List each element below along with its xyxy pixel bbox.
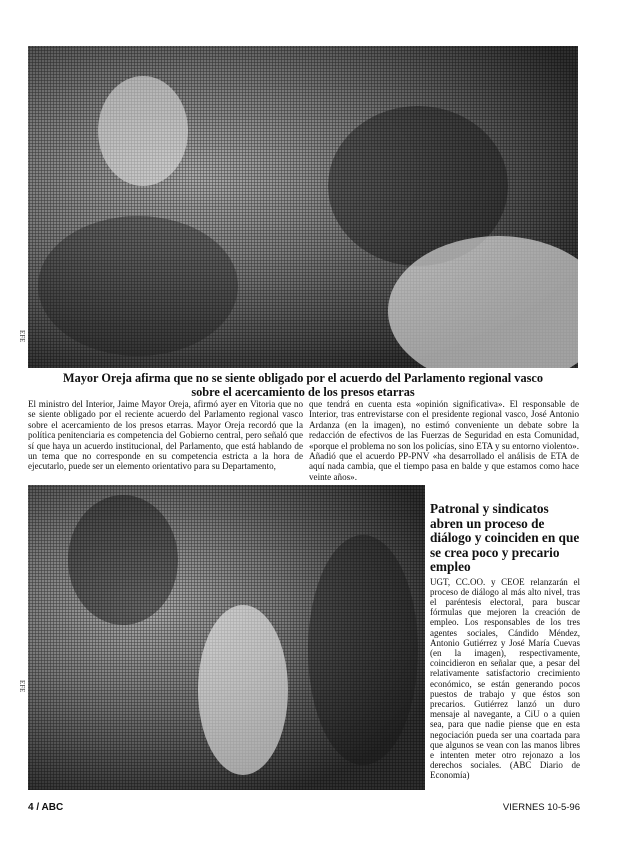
photo1-credit: EFE <box>18 330 26 343</box>
main-headline <box>28 371 578 399</box>
issue-date: VIERNES 10-5-96 <box>502 802 580 813</box>
sidebar-story <box>430 502 580 781</box>
top-photo <box>28 46 578 368</box>
sidebar-body: UGT, CC.OO. y CEOE relanzarán el proceso de diálogo al más alto nivel, tras el paréntesis electoral, para buscar fórmulas que mejoren la creación de empleo. Los responsables de los tres agentes sociales, Cándido Méndez, Antonio Gutiérrez y José María Cuevas (en la imagen), respectivamente, coincidieron en señalar que, a pesar del relativamente satisfactorio crecimiento económico, se están generando pocos puestos de trabajo y que éstos son precarios. Gutiérrez lanzó un duro mensaje al navegante, a CiU o a quien sea, para que nadie piense que en esta negociación pueda ser una coartada para que algunos se vean con las manos libres e intenten meter otro rejonazo a los derechos sociales. (ABC Diario de Economía) <box>430 576 580 781</box>
bottom-photo <box>28 485 425 790</box>
page-number: 4 / ABC <box>28 802 64 813</box>
article-column-right: que tendrá en cuenta esta «opinión significativa». El responsable de Interior, tras entrevistarse con el presidente regional vasco, José Antonio Ardanza (en la imagen), no estimó conveniente un debate sobre la redacción de efectivos de las Fuerzas de Seguridad en esta Comunidad, «porque el problema no son los policías, sino ETA y su entorno violento». Añadió que el acuerdo PP-PNV «ha desarrollado el análisis de ETA de aquí nada cambia, que el tiempo pasa en balde y que estamos como hace veinte años». <box>309 399 579 482</box>
headline-line-1: Mayor Oreja afirma que no se siente obligado por el acuerdo del Parlamento regional vasco <box>63 371 543 385</box>
sidebar-headline: Patronal y sindicatos abren un proceso de diálogo y coinciden en que se crea poco y precario empleo <box>430 501 580 574</box>
photo2-credit: EFE <box>18 680 26 693</box>
article-column-left: El ministro del Interior, Jaime Mayor Oreja, afirmó ayer en Vitoria que no se siente obligado por el reciente acuerdo del Parlamento regional vasco sobre el acercamiento de los presos etarras. Mayor Oreja recordó que la política penitenciaria es competencia del Gobierno central, pero señaló que sí que haya un acuerdo institucional, del Parlamento, que está hablando de un tema que no corresponde en su competencia estricta a la hora de ejecutarlo, puede ser un elemento orientativo para su Departamento, <box>28 399 303 472</box>
headline-line-2: sobre el acercamiento de los presos etarras <box>191 385 415 399</box>
